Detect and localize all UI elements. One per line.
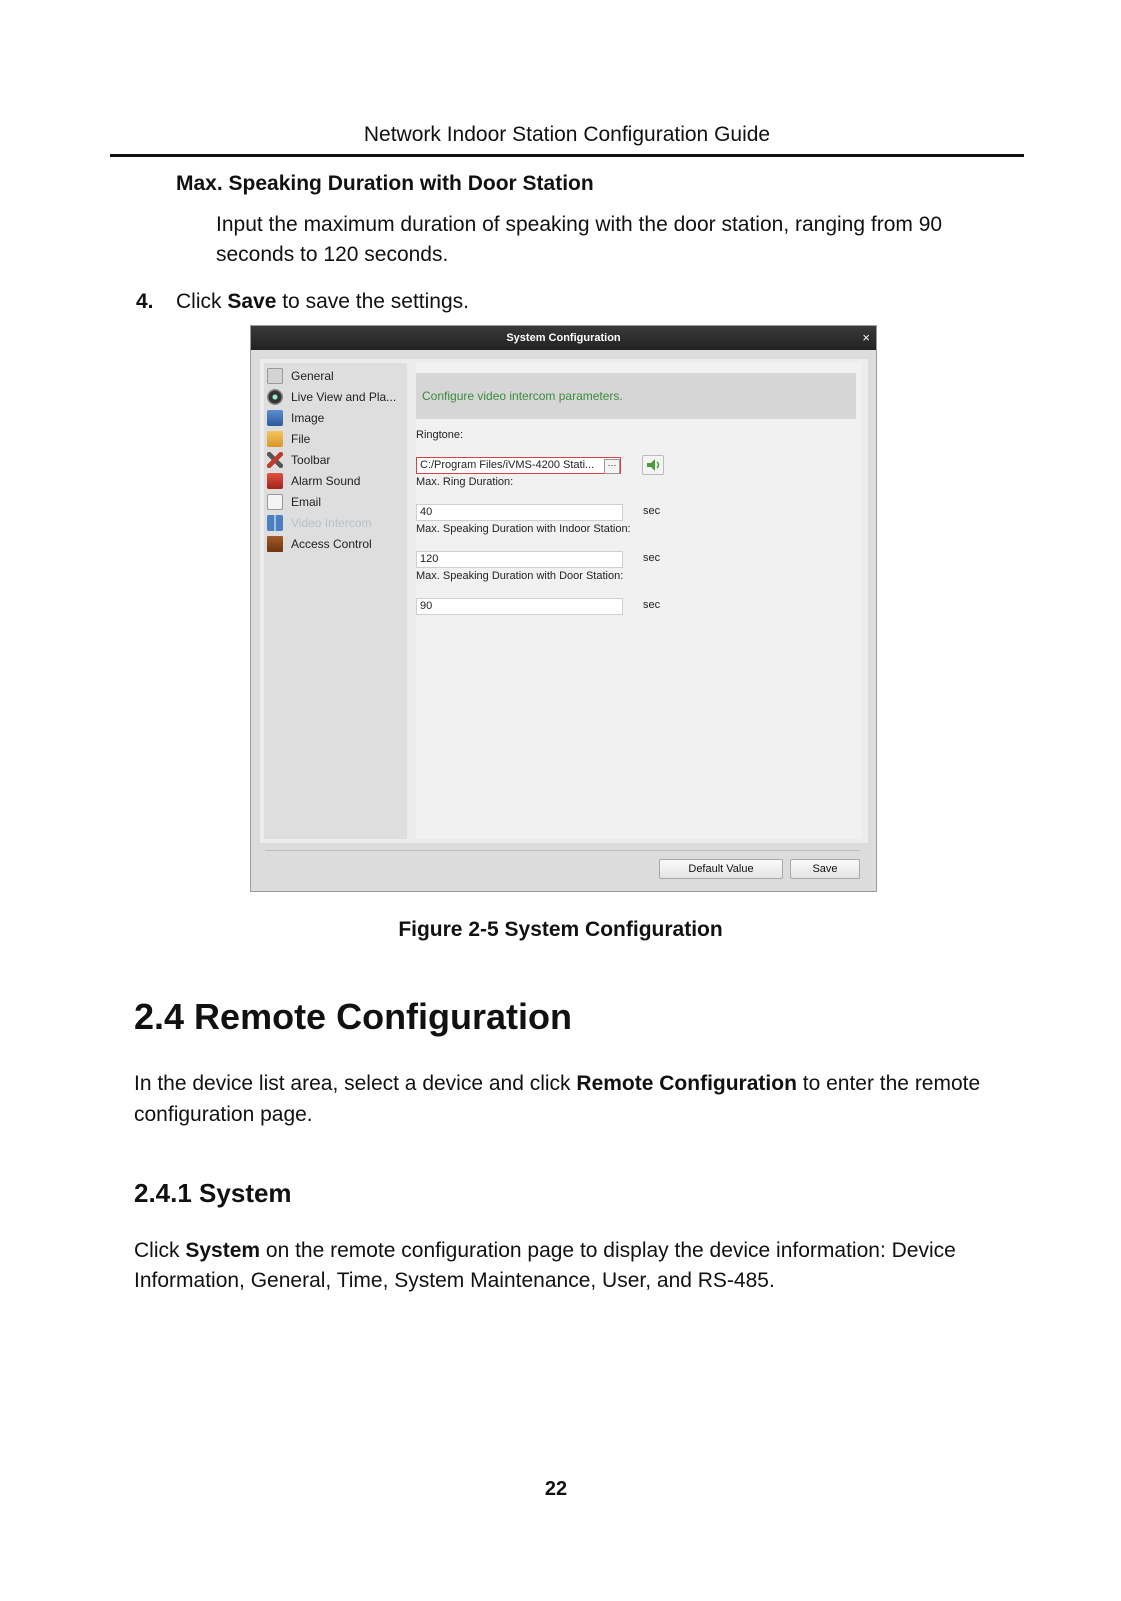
text-bold: System <box>185 1239 261 1262</box>
door-duration-label: Max. Speaking Duration with Door Station: <box>416 570 624 582</box>
ring-duration-input[interactable]: 40 <box>416 504 623 521</box>
header-title: Network Indoor Station Configuration Guide <box>363 123 771 146</box>
section-2-4-1-text <box>134 1236 1014 1296</box>
sidebar-item-live-view[interactable] <box>267 387 405 407</box>
dialog-title: System Configuration <box>506 332 621 344</box>
speaker-icon <box>643 456 663 474</box>
sidebar-item-email[interactable] <box>267 492 405 512</box>
general-icon <box>267 368 283 384</box>
banner-text: Configure video intercom parameters. <box>422 389 623 403</box>
sidebar-item-label: Image <box>291 411 325 425</box>
email-icon <box>267 494 283 510</box>
step-number: 4. <box>136 290 154 313</box>
sidebar-item-file[interactable] <box>267 429 405 449</box>
text-post: on the remote configuration page to display the device information: Device Information, General, Time, System Maintenance, User, and RS-485. <box>134 1239 956 1292</box>
alarm-sound-icon <box>267 473 283 489</box>
sidebar-item-general[interactable] <box>267 366 405 386</box>
video-intercom-icon <box>267 515 283 531</box>
text-pre: In the device list area, select a device and click <box>134 1072 577 1095</box>
page-number: 22 <box>544 1478 568 1500</box>
info-banner <box>416 373 856 419</box>
ringtone-path-input[interactable]: C:/Program Files/iVMS-4200 Stati... <box>416 457 621 474</box>
door-station-description: Input the maximum duration of speaking with the door station, ranging from 90 seconds to 120 seconds. <box>216 213 943 266</box>
step-text-post: to save the settings. <box>276 290 469 313</box>
section-2-4-text <box>134 1068 994 1130</box>
ring-duration-label: Max. Ring Duration: <box>416 476 514 488</box>
sidebar-item-toolbar[interactable] <box>267 450 405 470</box>
door-icon <box>267 536 283 552</box>
text-bold: Remote Configuration <box>576 1072 797 1095</box>
indoor-duration-unit: sec <box>643 552 661 564</box>
save-button[interactable]: Save <box>790 859 860 879</box>
close-icon[interactable]: × <box>862 330 870 345</box>
tools-icon <box>267 452 283 468</box>
footer-divider <box>265 850 860 851</box>
sidebar-item-label: Toolbar <box>291 453 331 467</box>
door-duration-unit: sec <box>643 599 661 611</box>
step-4 <box>136 290 469 314</box>
sidebar-item-video-intercom[interactable] <box>267 513 405 533</box>
sidebar-item-label: Video Intercom <box>291 516 372 530</box>
sidebar-item-access-control[interactable] <box>267 534 405 554</box>
sidebar-item-label: Alarm Sound <box>291 474 361 488</box>
sidebar-item-label: Email <box>291 495 322 509</box>
play-ringtone-button[interactable] <box>642 455 664 475</box>
indoor-duration-label: Max. Speaking Duration with Indoor Station: <box>416 523 631 535</box>
indoor-duration-input[interactable]: 120 <box>416 551 623 568</box>
sidebar-item-label: Access Control <box>291 537 372 551</box>
step-text-bold: Save <box>227 290 277 313</box>
step-text-pre: Click <box>176 290 228 313</box>
ring-duration-unit: sec <box>643 505 661 517</box>
subheading-door-station: Max. Speaking Duration with Door Station <box>176 172 594 195</box>
sidebar-item-image[interactable] <box>267 408 405 428</box>
image-icon <box>267 410 283 426</box>
folder-icon <box>267 431 283 447</box>
sidebar-item-label: Live View and Pla... <box>291 390 397 404</box>
default-value-button[interactable]: Default Value <box>659 859 783 879</box>
page-header <box>110 120 1024 157</box>
section-heading-2-4-1: 2.4.1 System <box>134 1178 292 1208</box>
section-heading-2-4: 2.4 Remote Configuration <box>134 996 573 1037</box>
sidebar-item-label: File <box>291 432 311 446</box>
camera-icon <box>267 389 283 405</box>
config-sidebar <box>264 363 407 839</box>
browse-button[interactable]: ··· <box>604 459 620 474</box>
config-content <box>416 363 862 839</box>
dialog-title-bar <box>251 326 876 350</box>
sidebar-item-alarm-sound[interactable] <box>267 471 405 491</box>
system-configuration-dialog <box>250 325 877 892</box>
dialog-body <box>260 359 868 843</box>
sidebar-item-label: General <box>291 369 334 383</box>
door-duration-input[interactable]: 90 <box>416 598 623 615</box>
text-pre: Click <box>134 1239 186 1262</box>
text-post: to enter the remote configuration page. <box>134 1072 981 1126</box>
ringtone-label: Ringtone: <box>416 429 464 441</box>
figure-caption: Figure 2-5 System Configuration <box>398 918 723 941</box>
